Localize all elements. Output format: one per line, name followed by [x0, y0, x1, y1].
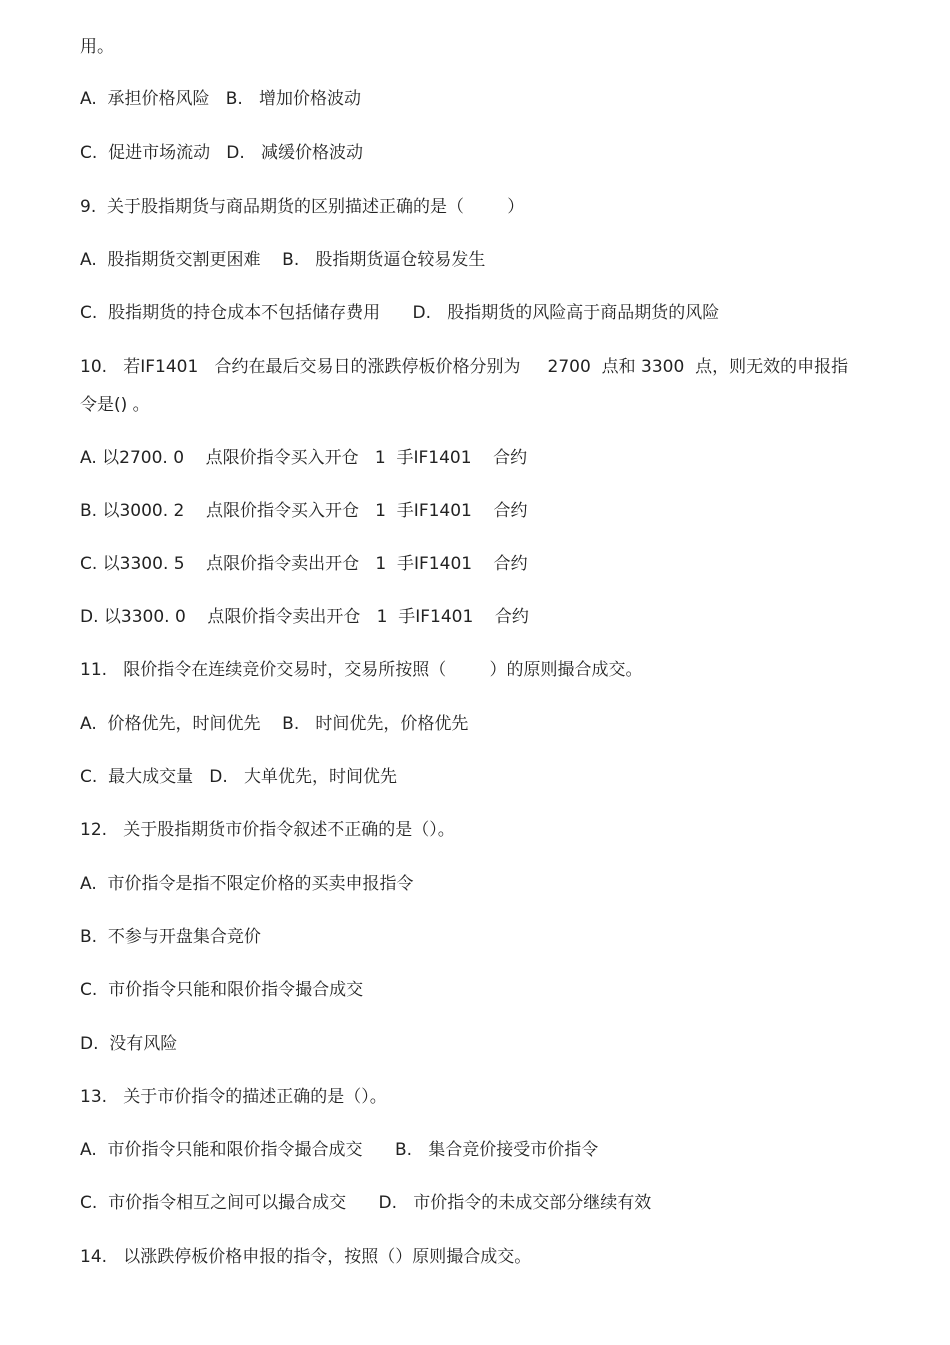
- q9-options-cd: C. 股指期货的持仓成本不包括储存费用 D. 股指期货的风险高于商品期货的风险: [80, 303, 720, 323]
- q12-question: 12. 关于股指期货市价指令叙述不正确的是（）。: [80, 820, 455, 840]
- q10-question-line1: 10. 若IF1401 合约在最后交易日的涨跌停板价格分别为 2700 点和 3300 点，则无效的申报指: [80, 357, 849, 377]
- q10-option-a: A. 以2700. 0 点限价指令买入开仓 1 手IF1401 合约: [80, 448, 528, 468]
- q9-options-ab: A. 股指期货交割更困难 B. 股指期货逼仓较易发生: [80, 250, 486, 270]
- text-line-continuation: 用。: [80, 37, 114, 57]
- q8-options-cd: C. 促进市场流动 D. 减缓价格波动: [80, 143, 363, 163]
- q10-option-c: C. 以3300. 5 点限价指令卖出开仓 1 手IF1401 合约: [80, 554, 528, 574]
- q12-option-a: A. 市价指令是指不限定价格的买卖申报指令: [80, 874, 414, 894]
- q10-option-d: D. 以3300. 0 点限价指令卖出开仓 1 手IF1401 合约: [80, 607, 529, 627]
- q12-option-c: C. 市价指令只能和限价指令撮合成交: [80, 980, 364, 1000]
- q10-question-line2: 令是() 。: [80, 395, 150, 415]
- q14-question: 14. 以涨跌停板价格申报的指令，按照（）原则撮合成交。: [80, 1247, 532, 1267]
- q8-options-ab: A. 承担价格风险 B. 增加价格波动: [80, 89, 362, 109]
- q12-option-b: B. 不参与开盘集合竞价: [80, 927, 261, 947]
- q13-options-ab: A. 市价指令只能和限价指令撮合成交 B. 集合竞价接受市价指令: [80, 1140, 599, 1160]
- q11-options-ab: A. 价格优先，时间优先 B. 时间优先，价格优先: [80, 714, 469, 734]
- q11-options-cd: C. 最大成交量 D. 大单优先，时间优先: [80, 767, 397, 787]
- q11-question: 11. 限价指令在连续竞价交易时，交易所按照（ ）的原则撮合成交。: [80, 660, 643, 680]
- q12-option-d: D. 没有风险: [80, 1034, 178, 1054]
- q13-question: 13. 关于市价指令的描述正确的是（）。: [80, 1087, 387, 1107]
- q10-option-b: B. 以3000. 2 点限价指令买入开仓 1 手IF1401 合约: [80, 501, 528, 521]
- q9-question: 9. 关于股指期货与商品期货的区别描述正确的是（ ）: [80, 197, 525, 217]
- q13-options-cd: C. 市价指令相互之间可以撮合成交 D. 市价指令的未成交部分继续有效: [80, 1193, 652, 1213]
